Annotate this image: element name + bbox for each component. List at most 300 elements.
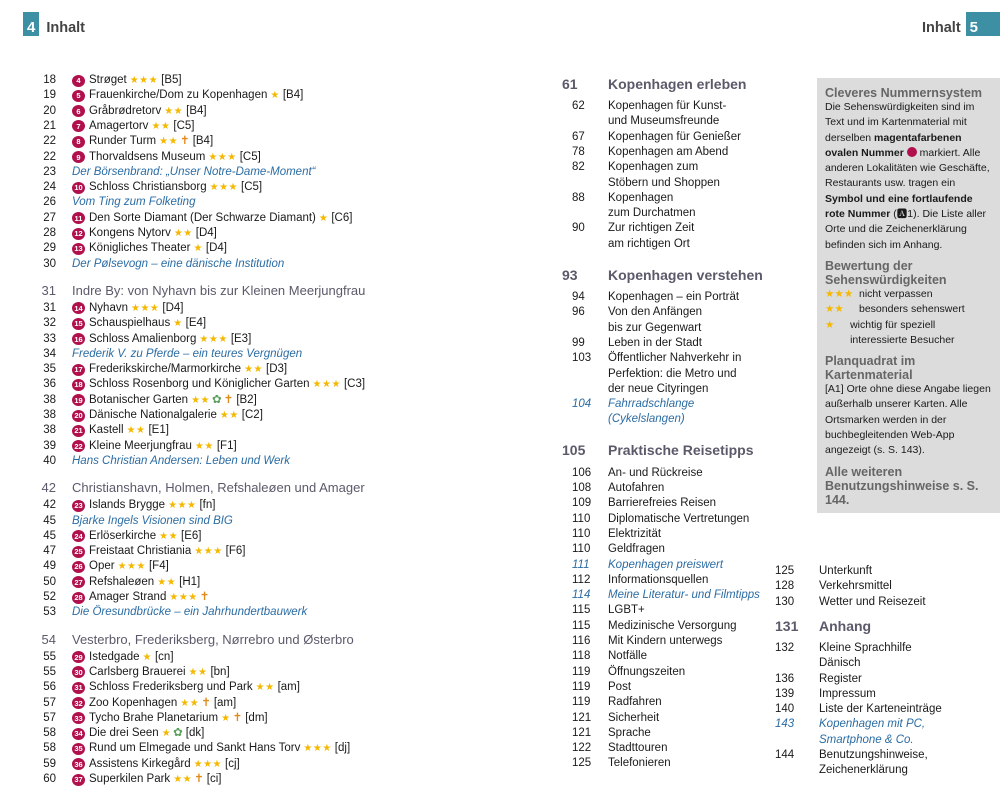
entry-title: Notfälle — [608, 650, 647, 663]
sight-number-badge: 11 — [72, 212, 85, 224]
page-number: 143 — [775, 718, 795, 731]
page-number: 30 — [43, 257, 56, 270]
toc-entry — [775, 656, 861, 671]
entry-title: Frauenkirche/Dom zu Kopenhagen — [89, 89, 268, 102]
toc-entry — [562, 496, 716, 511]
rating-stars: ★★★ — [303, 743, 332, 755]
entry-title: Mit Kindern unterwegs — [608, 635, 723, 647]
toc-entry — [562, 726, 651, 741]
rating-stars: ★★ — [188, 666, 208, 678]
sight-number-badge: 10 — [72, 182, 85, 194]
rating-stars: ★★★ — [131, 302, 160, 314]
entry-title: Sicherheit — [608, 711, 660, 724]
page-number: 53 — [43, 606, 56, 619]
section-title: Praktische Reisetipps — [608, 442, 754, 459]
toc-entry — [562, 145, 728, 160]
page-ref — [40, 480, 72, 495]
toc-entry — [40, 757, 240, 772]
entry-title: Schloss Frederiksberg und Park — [89, 681, 253, 694]
feature-title: Hans Christian Andersen: Leben und Werk — [72, 454, 290, 467]
rating-stars: ★★★ — [193, 758, 223, 770]
page-ref — [40, 332, 72, 347]
page-number: 136 — [775, 672, 795, 685]
toc-entry — [40, 650, 174, 665]
page-number: 119 — [572, 665, 591, 678]
page-number: 90 — [572, 222, 585, 235]
entry-title: Strøget — [89, 74, 127, 86]
sidebar-title-more: Alle weiteren Benutzungshinweise s. S. 144. — [825, 464, 979, 507]
sight-number-badge: 14 — [72, 302, 85, 314]
entry-title: Sprache — [608, 726, 651, 739]
toc-entry — [562, 160, 698, 175]
toc-entry — [562, 351, 741, 366]
map-grid-ref: [C6] — [331, 211, 353, 224]
entry-title: Oper — [89, 560, 115, 573]
rating-stars: ★ — [161, 728, 172, 740]
rating-stars: ★ — [173, 318, 183, 330]
toc-entry — [562, 412, 685, 427]
page-number: 33 — [43, 332, 56, 345]
entry-title: Autofahren — [608, 482, 665, 494]
page-number: 38 — [43, 393, 56, 406]
page-number: 60 — [43, 773, 56, 785]
section-heading — [562, 75, 746, 93]
page-ref — [40, 650, 72, 665]
map-grid-ref: [B2] — [236, 393, 257, 406]
page-number: 116 — [572, 635, 591, 647]
feature-title: Die Öresundbrücke – ein Jahrhundertbauwerk — [72, 606, 308, 619]
page-number: 47 — [43, 545, 56, 558]
toc-entry — [562, 305, 702, 320]
family-icon: ✝ — [180, 135, 190, 148]
map-grid-ref: [dj] — [334, 742, 351, 755]
entry-title: Leben in der Stadt — [608, 336, 702, 349]
toc-entry — [562, 382, 708, 397]
rating-stars: ★★ — [180, 697, 200, 709]
feature-title: Bjarke Ingels Visionen sind BIG — [72, 514, 233, 527]
sight-number-badge: 9 — [72, 151, 85, 163]
toc-entry — [40, 680, 300, 695]
page-number: 22 — [43, 150, 56, 163]
sight-number-badge: 31 — [72, 682, 85, 694]
sight-number-badge: 16 — [72, 333, 85, 345]
page-number: 55 — [43, 650, 56, 663]
page-ref — [40, 347, 72, 362]
toc-entry — [40, 741, 350, 756]
entry-title: Post — [608, 680, 632, 693]
info-sidebar — [817, 78, 1000, 513]
page-ref — [40, 559, 72, 574]
entry-title: Botanischer Garten — [89, 393, 189, 406]
rating-stars: ★ — [142, 651, 152, 663]
page-number: 110 — [572, 543, 591, 556]
page-ref — [40, 529, 72, 544]
page-ref — [40, 195, 72, 210]
sight-number-badge: 15 — [72, 318, 85, 330]
map-grid-ref: [F1] — [216, 439, 237, 452]
map-grid-ref: [C5] — [239, 150, 261, 163]
page-ref — [40, 165, 72, 180]
family-icon: ✝ — [194, 773, 204, 785]
page-ref — [40, 575, 72, 590]
entry-title: Thorvaldsens Museum — [89, 150, 206, 163]
page-ref — [40, 680, 72, 695]
page-ref — [40, 696, 72, 711]
sight-number-badge: 26 — [72, 561, 85, 573]
toc-entry — [562, 397, 694, 412]
map-grid-ref: [B4] — [282, 89, 304, 102]
page-number: 93 — [562, 266, 578, 283]
page-number: 58 — [43, 742, 56, 755]
page-number: 88 — [572, 191, 585, 204]
page-number: 110 — [572, 527, 591, 540]
toc-entry — [40, 165, 316, 180]
page-number: 121 — [572, 711, 592, 724]
entry-title: Barrierefreies Reisen — [608, 497, 717, 510]
rating-stars: ★★★ — [129, 75, 159, 86]
rating-stars: ★★ — [191, 394, 211, 406]
section-title: Vesterbro, Frederiksberg, Nørrebro und Østerbro — [72, 631, 354, 647]
toc-entry — [40, 711, 268, 726]
entry-title: Superkilen Park — [89, 773, 171, 785]
map-grid-ref: [F6] — [225, 545, 246, 558]
sight-number-badge: 19 — [72, 394, 85, 406]
entry-title: Perfektion: die Metro und — [608, 367, 737, 380]
toc-entry — [562, 221, 694, 236]
entry-title: Kopenhagen zum — [608, 161, 699, 174]
entry-title: Diplomatische Vertretungen — [608, 512, 750, 525]
page-ref — [40, 665, 72, 680]
map-grid-ref: [E4] — [185, 317, 207, 330]
sight-number-badge: 8 — [72, 136, 85, 148]
toc-entry — [40, 134, 213, 149]
toc-entry — [40, 241, 227, 256]
toc-entry — [562, 527, 661, 542]
entry-title: Die drei Seen — [89, 727, 159, 740]
page-number: 121 — [572, 726, 592, 739]
toc-entry — [775, 763, 908, 778]
toc-entry — [562, 573, 708, 588]
rating-stars: ★★★ — [168, 500, 197, 512]
page-number: 45 — [43, 529, 56, 542]
page-number: 131 — [775, 618, 799, 635]
entry-title: Königliches Theater — [89, 242, 191, 255]
page-number: 38 — [43, 424, 56, 437]
rating-stars: ★★★ — [199, 333, 228, 345]
feature-title: Der Börsenbrand: „Unser Notre-Dame-Moment“ — [72, 165, 316, 178]
page-number: 112 — [572, 573, 591, 586]
rating-stars: ★ — [193, 243, 203, 255]
entry-title: Telefonieren — [608, 757, 671, 770]
page-number: 59 — [43, 757, 56, 770]
page-ref — [40, 726, 72, 741]
toc-entry — [40, 104, 207, 119]
page-number: 140 — [775, 703, 795, 716]
entry-title: Wetter und Reisezeit — [819, 595, 926, 608]
section-title: Kopenhagen verstehen — [608, 266, 763, 283]
toc-entry — [562, 191, 673, 206]
entry-title: Unterkunft — [819, 565, 873, 577]
page-number: 19 — [43, 89, 56, 102]
entry-title: Amager Strand — [89, 591, 167, 603]
page-ref — [40, 711, 72, 726]
page-ref — [40, 362, 72, 377]
page-ref — [40, 757, 72, 772]
sight-number-badge: 20 — [72, 410, 85, 422]
page-number: 114 — [572, 589, 591, 602]
sight-number-badge: 17 — [72, 364, 85, 376]
page-number: 21 — [43, 119, 56, 132]
rating-label: nicht verpassen — [859, 287, 933, 300]
map-grid-ref: [am] — [277, 681, 300, 694]
toc-entry — [40, 301, 184, 316]
entry-title: Kleine Sprachhilfe — [819, 641, 912, 654]
page-number: 99 — [572, 336, 585, 349]
page-number: 67 — [572, 130, 585, 143]
sight-number-badge: 37 — [72, 774, 85, 786]
rating-legend — [825, 287, 992, 348]
toc-entry — [775, 702, 942, 717]
entry-title: Schauspielhaus — [89, 317, 171, 330]
page-ref — [40, 605, 72, 620]
toc-entry — [775, 733, 914, 748]
entry-title: Öffentlicher Nahverkehr in — [608, 352, 742, 365]
toc-entry — [562, 99, 726, 114]
page-number: 115 — [572, 604, 591, 617]
toc-entry — [562, 321, 701, 336]
map-grid-ref: [bn] — [210, 665, 230, 678]
toc-entry — [562, 542, 665, 557]
map-grid-ref: [B4] — [192, 135, 214, 148]
sight-number-badge: 7 — [72, 120, 85, 132]
sight-number-badge: 34 — [72, 728, 85, 740]
page-number: 31 — [41, 282, 56, 298]
toc-entry — [40, 772, 221, 787]
family-icon: ✝ — [199, 591, 210, 603]
page-number: 125 — [572, 757, 592, 770]
section-heading — [562, 266, 763, 284]
page-number: 20 — [43, 104, 56, 117]
toc-entry — [40, 362, 287, 377]
page-ref — [40, 590, 72, 605]
sight-number-badge: 13 — [72, 243, 85, 255]
toc-entry — [562, 558, 723, 573]
page-ref — [40, 772, 72, 787]
sight-number-badge: 24 — [72, 530, 85, 542]
feature-title: Der Pølsevogn – eine dänische Institution — [72, 257, 285, 270]
toc-entry — [40, 605, 307, 620]
sight-number-badge: 27 — [72, 576, 85, 588]
feature-title: Fahrradschlange — [608, 398, 695, 411]
sight-number-badge: 30 — [72, 666, 85, 678]
page-number: 96 — [572, 306, 585, 319]
map-grid-ref: [cn] — [154, 650, 174, 663]
toc-entry — [40, 73, 182, 88]
sight-number-badge: 5 — [72, 90, 85, 102]
sight-number-badge: 22 — [72, 440, 85, 452]
map-grid-ref: [cj] — [225, 757, 240, 770]
feature-title: Kopenhagen preiswert — [608, 558, 724, 571]
sight-number-badge: 29 — [72, 651, 85, 663]
rating-stars: ★★ — [244, 364, 264, 376]
page-number: 39 — [43, 439, 56, 452]
toc-entry — [40, 665, 230, 680]
entry-title: Den Sorte Diamant (Der Schwarze Diamant) — [89, 211, 316, 224]
toc-entry — [775, 595, 926, 610]
sight-number-badge: 36 — [72, 758, 85, 770]
toc-entry — [562, 237, 690, 252]
page-number: 132 — [775, 641, 795, 654]
toc-entry — [562, 634, 722, 649]
page-number: 61 — [562, 75, 578, 92]
page-ref — [40, 226, 72, 241]
toc-entry — [775, 717, 925, 732]
entry-title: der neue Cityringen — [608, 382, 709, 395]
entry-title: Assistens Kirkegård — [89, 757, 191, 770]
toc-entry — [562, 466, 703, 481]
entry-title: Erlöserkirche — [89, 529, 157, 542]
toc-entry — [562, 588, 760, 603]
sidebar-text-grid: [A1] Orte ohne diese Angabe liegen außerhalb unserer Karten. Alle Ortsmarken werden in der buchbegleitenden Web-App angezeigt (s. S. 143). — [825, 383, 991, 457]
entry-title: Frederikskirche/Marmorkirche — [89, 363, 242, 376]
page-number: 55 — [43, 665, 56, 678]
sidebar-title-numbering: Cleveres Nummernsystem — [825, 86, 983, 100]
page-ref — [40, 301, 72, 316]
toc-entry — [562, 206, 696, 221]
toc-entry — [40, 439, 237, 454]
entry-title: Kongens Nytorv — [89, 227, 171, 239]
entry-title: Dänisch — [819, 657, 861, 670]
map-grid-ref: [am] — [213, 696, 237, 709]
page-number: 42 — [43, 499, 56, 512]
sample-badge-icon — [907, 147, 917, 157]
toc-entry — [40, 257, 284, 272]
feature-title: Meine Literatur- und Filmtipps — [608, 589, 760, 602]
toc-entry — [40, 211, 352, 226]
toc-entry — [775, 564, 872, 579]
page-number: 109 — [572, 497, 592, 510]
rating-stars: ★★★ — [194, 546, 223, 558]
entry-title: Kopenhagen am Abend — [608, 145, 729, 158]
page-title-left: Inhalt — [46, 20, 86, 36]
page-number: 23 — [43, 165, 56, 178]
toc-entry — [562, 176, 720, 191]
entry-title: Zoo Kopenhagen — [89, 696, 178, 709]
page-number: 144 — [775, 749, 795, 761]
toc-entry — [562, 130, 741, 145]
entry-title: Öffnungszeiten — [608, 665, 686, 678]
rating-stars: ★★ — [157, 576, 177, 588]
entry-title: Zeichenerklärung — [819, 764, 908, 777]
toc-entry — [562, 619, 737, 634]
entry-title: Stadttouren — [608, 742, 668, 755]
page-number: 38 — [43, 409, 56, 421]
map-grid-ref: [C5] — [173, 119, 195, 132]
rating-label: besonders sehenswert — [859, 303, 965, 316]
toc-entry — [40, 559, 169, 574]
map-grid-ref: [C2] — [241, 409, 263, 421]
page-ref — [40, 73, 72, 88]
section-title: Christianshavn, Holmen, Refshaleøen und Amager — [72, 480, 365, 496]
section-heading — [775, 618, 871, 636]
rating-stars: ★★★ — [825, 287, 854, 300]
page-number: 54 — [41, 631, 56, 647]
toc-entry — [40, 226, 217, 241]
section-heading — [562, 442, 754, 460]
page-number: 122 — [572, 742, 592, 755]
rating-stars: ★ — [270, 90, 280, 102]
map-grid-ref: [E3] — [230, 332, 252, 345]
page-ref — [40, 88, 72, 103]
map-grid-ref: [E6] — [181, 529, 202, 542]
page-ref — [40, 241, 72, 256]
map-grid-ref: [C3] — [343, 378, 366, 391]
feature-title: (Cykelslangen) — [608, 413, 685, 426]
rating-stars: ★★★ — [169, 592, 198, 603]
page-number: 94 — [572, 291, 585, 303]
page-number: 110 — [572, 512, 591, 525]
page-number: 26 — [43, 196, 56, 209]
entry-title: Elektrizität — [608, 527, 662, 540]
rating-stars: ★★ — [825, 303, 844, 316]
map-grid-ref: [dm] — [245, 711, 268, 724]
entry-title: Kleine Meerjungfrau — [89, 439, 192, 452]
rating-stars: ★ — [318, 212, 329, 224]
toc-entry — [40, 544, 245, 559]
page-number: 50 — [43, 575, 56, 588]
page-ref — [40, 393, 72, 408]
header-right — [917, 12, 1000, 36]
page-number: 57 — [43, 696, 56, 709]
sight-number-badge: 33 — [72, 712, 85, 724]
sight-number-badge: 4 — [72, 75, 85, 87]
page-number: 49 — [43, 560, 56, 573]
entry-title: Impressum — [819, 687, 876, 700]
section-title: Anhang — [819, 618, 872, 635]
park-icon: ✿ — [212, 393, 222, 406]
rating-stars: ★★ — [126, 425, 146, 437]
page-number: 34 — [43, 347, 56, 360]
toc-entry — [562, 481, 664, 496]
entry-title: Verkehrsmittel — [819, 580, 892, 593]
page-ref — [40, 257, 72, 272]
page-number: 119 — [572, 680, 591, 693]
entry-title: Islands Brygge — [89, 499, 166, 512]
entry-title: Informationsquellen — [608, 573, 709, 586]
entry-title: Register — [819, 672, 862, 685]
toc-entry — [40, 180, 262, 195]
toc-entry — [562, 290, 739, 305]
page-number: 57 — [43, 711, 56, 724]
rating-stars: ★ — [221, 712, 231, 724]
page-ref — [40, 316, 72, 331]
section-heading — [40, 479, 365, 496]
toc-entry — [562, 603, 645, 618]
toc-entry — [775, 748, 928, 763]
entry-title: Zur richtigen Zeit — [608, 222, 695, 235]
toc-entry — [40, 393, 257, 408]
sight-number-badge: 23 — [72, 500, 85, 512]
page-ref — [40, 514, 72, 529]
toc-entry — [562, 711, 659, 726]
sidebar-title-grid: Planquadrat im Kartenmaterial — [825, 354, 916, 383]
sight-number-badge: 6 — [72, 105, 85, 117]
page-number: 58 — [43, 727, 56, 740]
rating-stars: ★★ — [159, 530, 179, 542]
map-grid-ref: [fn] — [199, 499, 216, 512]
entry-title: Nyhavn — [89, 301, 128, 314]
entry-title: Geldfragen — [608, 543, 665, 556]
